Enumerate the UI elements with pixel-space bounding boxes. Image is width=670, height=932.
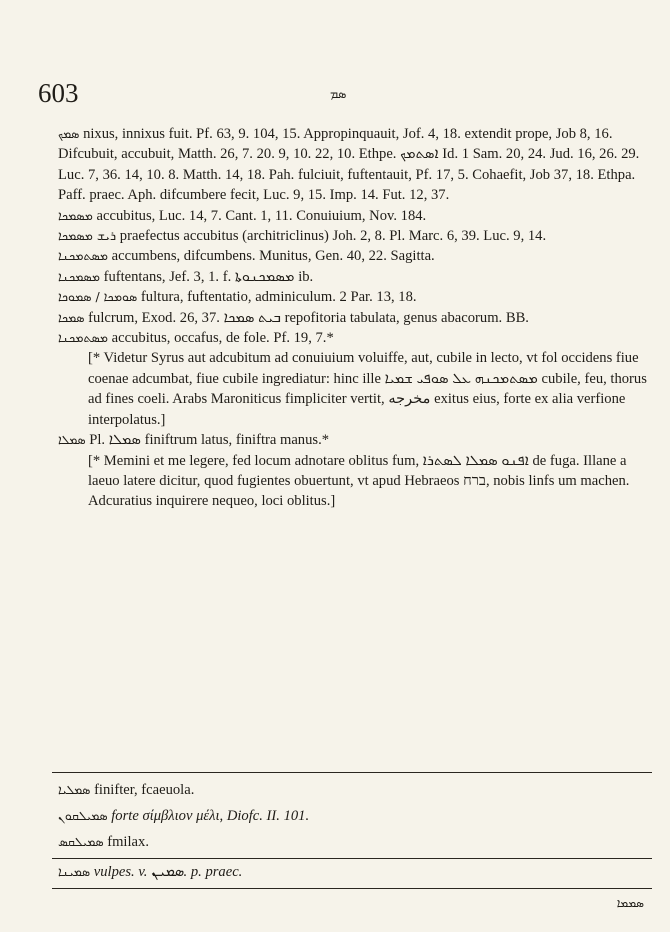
entry-text: praefectus accubitus (architriclinus) Joh. 2, 8. Pl. Marc. 6, 39. Luc. 9, 14. — [119, 228, 547, 245]
entry-text: accubitus, Luc. 14, 7. Cant. 1, 11. Conuiuium, Nov. 184. — [96, 207, 427, 224]
entry-text: fultura, fuftentatio, adminiculum. 2 Par. 13, 18. — [140, 289, 417, 306]
entry-accubitus — [58, 206, 656, 226]
headword: ܡܣܡܟܢܐ — [58, 268, 100, 284]
lower-entry-1 — [58, 782, 656, 799]
entry-text: accubitus, occafus, de fole. Pf. 19, 7.* — [111, 330, 334, 347]
divider-rule — [52, 772, 652, 773]
headword: ܣܡܝܠܩܘܢ — [58, 808, 108, 823]
headword: ܣܡܟܐ — [58, 309, 85, 325]
entry-fulcrum — [58, 308, 656, 328]
entry-text: accumbens, difcumbens. Munitus, Gen. 40, 22. Sagitta. — [111, 248, 435, 265]
headword: ܡܣܡܟܐ — [58, 207, 93, 223]
divider-rule — [52, 858, 652, 859]
entry-text: fmilax. — [107, 834, 149, 850]
entry-simak — [58, 124, 656, 206]
footnote-1: [* Videtur Syrus aut adcubitum ad conuiuium voluiffe, aut, cubile in lecto, vt fol occidens fiue coenae adcumbat, fiue cubile ingrediatur: hinc ille ܡܣܬܡܟܢܗ ܥܠ ܣܘܦܝ ܫܡܝܐ cubile, feu, thorus ad fines coeli. Arabs Maroniticus fimpliciter vertit, مخرجه exitus eius, forte ex alia verfione interpolatus.] — [88, 350, 647, 428]
main-entries — [58, 124, 656, 512]
entry-text: fulcrum, Exod. 26, 37. ܒܝܬ ܣܡܟܐ repofitoria tabulata, genus abacorum. BB. — [88, 309, 529, 326]
headword: ܣܡܝܠܩܣ — [58, 834, 104, 849]
entry-text: vulpes. v. ܣܡܝܢ. p. praec. — [93, 864, 243, 880]
catchword: ܣܡܡܐ — [616, 896, 644, 910]
entry-praefectus — [58, 226, 656, 246]
footnote-2: [* Memini et me legere, fed locum adnotare oblitus fum, ܐܦܢܘ ܣܡܠܐ ܠܣܬܪܐ de fuga. Illane a laeuo latere dicitur, quod fugientes obuertunt, vt apud Hebraeos ברח, nobis linfs um machen. Adcuratius inquirere nequeo, loci oblitus.] — [88, 452, 630, 510]
entry-text: nixus, innixus fuit. Pf. 63, 9. 104, 15. Appropinquauit, Jof. 4, 18. extendit prope, Job 8, 16. Difcubuit, accubuit, Matth. 26, 7. 20. 9, 10. 22, 10. Ethpe. ܐܣܬܡܟ Id. 1 Sam. 20, 24. Jud. 16, 26. 29. Luc. 7, 36. 14, 10. 8. Matth. 14, 18. Pah. fulciuit, fuftentauit, Pf. 17, 5. Cohaefit, Job 37, 18. Ethpa. Paff. praec. Aph. difcumbere fecit, Luc. 9, 15. Imp. 14. Fut. 12, 37. — [58, 126, 640, 204]
headword: ܣܡܠܐ — [58, 432, 86, 448]
lower-entry-3 — [58, 834, 656, 851]
running-head: ܣܡ — [330, 86, 347, 101]
headword: ܪܝܫ ܡܣܡܟܐ — [58, 228, 117, 244]
lower-entry-2 — [58, 808, 656, 825]
headword: ܣܡܝܢܐ — [58, 864, 91, 879]
headword: ܣܘܡܟܐ / ܣܡܘܟܐ — [58, 289, 138, 305]
page-number: 603 — [38, 78, 79, 108]
entry-accumbens — [58, 246, 656, 266]
entry-fultura — [58, 287, 656, 307]
entry-sinistrum — [58, 430, 656, 450]
lower-entry-4 — [58, 864, 656, 881]
entry-text: Pl. ܣܡܠܐ finiftrum latus, finiftra manus.* — [89, 432, 330, 449]
bottom-rule — [52, 888, 652, 889]
entry-occasus — [58, 328, 656, 348]
entry-text: fuftentans, Jef. 3, 1. f. ܡܣܡܟܢܘܬܐ ib. — [103, 268, 314, 285]
entry-text: forte σίμβλιον μέλι, Diofc. II. 101. — [111, 808, 310, 824]
headword: ܣܡܟ — [58, 126, 80, 141]
headword: ܡܣܬܡܟܢܐ — [58, 330, 109, 346]
headword: ܡܣܬܡܟܢܐ — [58, 248, 109, 264]
entry-text: finifter, fcaeuola. — [94, 782, 195, 798]
headword: ܣܡܠܝܐ — [58, 782, 91, 797]
entry-fustentans — [58, 267, 656, 287]
